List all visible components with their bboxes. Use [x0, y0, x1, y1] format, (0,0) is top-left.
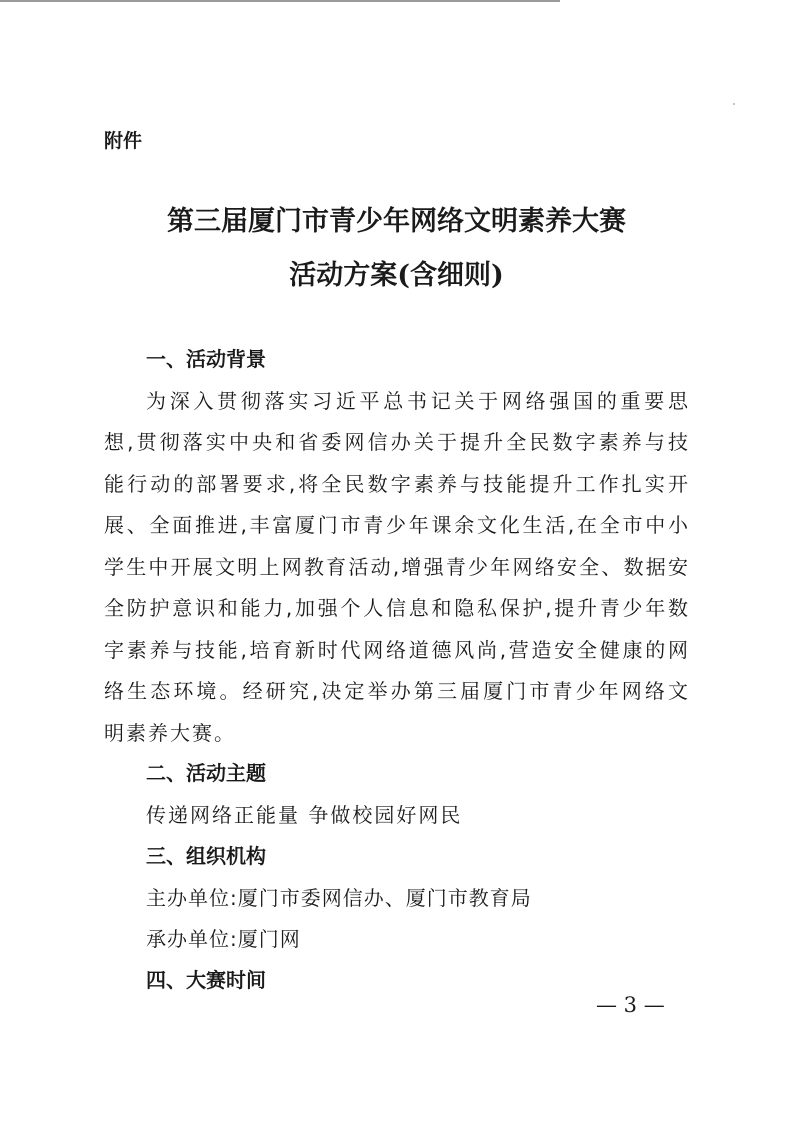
section-1-line-8: 络生态环境。经研究,决定举办第三届厦门市青少年网络文: [104, 679, 688, 703]
section-4-heading: 四、大赛时间: [146, 968, 266, 992]
section-1-line-1: 为深入贯彻落实习近平总书记关于网络强国的重要思: [146, 389, 688, 413]
section-1-line-2: 想,贯彻落实中央和省委网信办关于提升全民数字素养与技: [104, 430, 688, 454]
scan-top-edge: [0, 0, 560, 2]
section-2-heading: 二、活动主题: [146, 761, 266, 785]
section-3-host: 主办单位:厦门市委网信办、厦门市教育局: [146, 886, 532, 910]
attachment-label: 附件: [104, 130, 143, 152]
document-title-line-1: 第三届厦门市青少年网络文明素养大赛: [167, 206, 626, 237]
section-1-heading: 一、活动背景: [146, 347, 266, 371]
section-1-line-4: 展、全面推进,丰富厦门市青少年课余文化生活,在全市中小: [104, 513, 688, 537]
section-1-line-5: 学生中开展文明上网教育活动,增强青少年网络安全、数据安: [104, 555, 688, 579]
scan-speck: [733, 103, 735, 105]
page-number: — 3 —: [596, 993, 665, 1017]
section-1-line-9: 明素养大赛。: [104, 721, 236, 745]
section-1-line-3: 能行动的部署要求,将全民数字素养与技能提升工作扎实开: [104, 472, 688, 496]
section-2-theme: 传递网络正能量 争做校园好网民: [146, 803, 463, 827]
document-title-line-2: 活动方案(含细则): [289, 260, 504, 291]
section-1-line-6: 全防护意识和能力,加强个人信息和隐私保护,提升青少年数: [104, 596, 688, 620]
section-3-heading: 三、组织机构: [146, 844, 266, 868]
section-3-organizer: 承办单位:厦门网: [146, 927, 301, 951]
section-1-line-7: 字素养与技能,培育新时代网络道德风尚,营造安全健康的网: [104, 638, 688, 662]
